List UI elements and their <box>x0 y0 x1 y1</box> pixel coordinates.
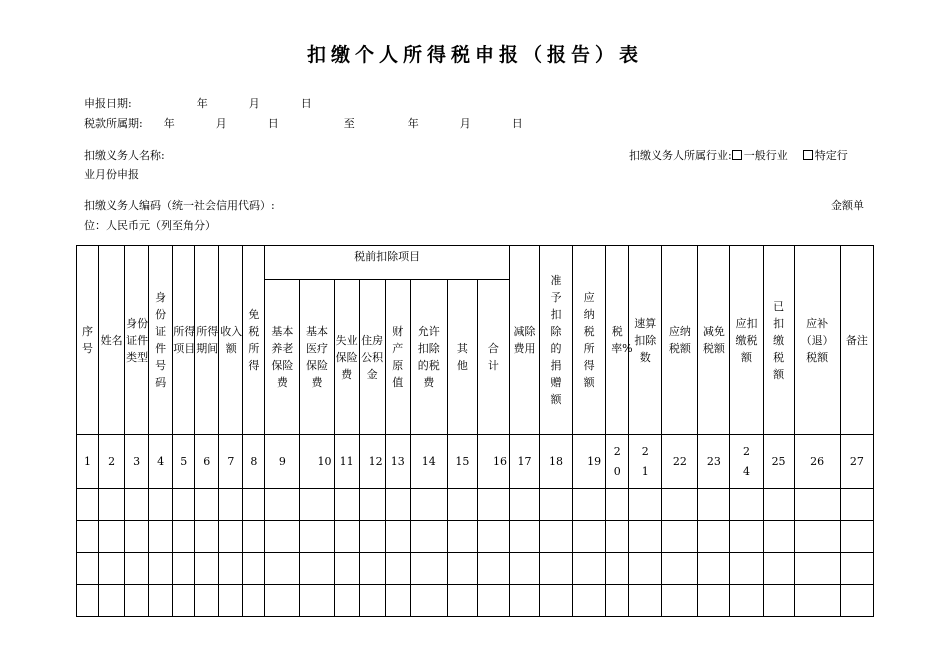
data-cell[interactable] <box>509 521 539 553</box>
col-number: 23 <box>698 435 730 489</box>
col-header: 税率% <box>606 246 629 435</box>
col-header: 其他 <box>447 280 477 435</box>
agent-name-label: 扣缴义务人名称: <box>84 149 165 162</box>
col-header: 应纳税所得额 <box>573 246 606 435</box>
col-header: 允许扣除的税费 <box>410 280 447 435</box>
data-cell[interactable] <box>173 585 195 617</box>
data-cell[interactable] <box>606 585 629 617</box>
data-cell[interactable] <box>573 489 606 521</box>
col-number: 18 <box>540 435 573 489</box>
data-cell[interactable] <box>662 585 698 617</box>
col-number: 15 <box>447 435 477 489</box>
data-cell[interactable] <box>385 521 410 553</box>
period-start-year[interactable]: 年 <box>163 117 175 130</box>
data-cell[interactable] <box>698 553 730 585</box>
data-cell[interactable] <box>477 585 509 617</box>
data-cell[interactable] <box>385 585 410 617</box>
data-cell[interactable] <box>243 489 265 521</box>
col-number: 20 <box>606 435 629 489</box>
data-cell[interactable] <box>359 521 385 553</box>
data-cell[interactable] <box>763 521 794 553</box>
data-cell[interactable] <box>629 521 662 553</box>
data-cell[interactable] <box>573 585 606 617</box>
data-cell[interactable] <box>540 585 573 617</box>
data-cell[interactable] <box>149 489 173 521</box>
data-cell[interactable] <box>195 553 219 585</box>
data-cell[interactable] <box>219 489 243 521</box>
col-number: 22 <box>662 435 698 489</box>
data-cell[interactable] <box>730 521 763 553</box>
data-cell[interactable] <box>99 521 125 553</box>
data-cell[interactable] <box>77 521 99 553</box>
col-number: 5 <box>173 435 195 489</box>
report-date-year[interactable]: 年 <box>196 97 208 110</box>
data-cell[interactable] <box>99 585 125 617</box>
data-cell[interactable] <box>243 521 265 553</box>
deduction-group-header: 税前扣除项目 <box>265 246 510 280</box>
data-cell[interactable] <box>410 553 447 585</box>
col-header: 减除费用 <box>509 246 539 435</box>
col-header: 姓名 <box>99 246 125 435</box>
period-start-day[interactable]: 日 <box>267 117 279 130</box>
data-cell[interactable] <box>125 521 149 553</box>
col-number: 1 <box>77 435 99 489</box>
form-title: 扣缴个人所得税申报（报告）表 <box>306 44 643 66</box>
data-cell[interactable] <box>540 489 573 521</box>
data-cell[interactable] <box>447 521 477 553</box>
data-cell[interactable] <box>385 489 410 521</box>
data-cell[interactable] <box>359 489 385 521</box>
data-cell[interactable] <box>447 585 477 617</box>
col-number: 3 <box>125 435 149 489</box>
data-cell[interactable] <box>629 553 662 585</box>
col-number: 8 <box>243 435 265 489</box>
data-cell[interactable] <box>219 553 243 585</box>
data-cell[interactable] <box>173 489 195 521</box>
data-row <box>77 489 874 521</box>
data-row <box>77 553 874 585</box>
data-cell[interactable] <box>77 489 99 521</box>
period-start-month[interactable]: 月 <box>215 117 227 130</box>
data-cell[interactable] <box>195 585 219 617</box>
data-cell[interactable] <box>125 585 149 617</box>
data-cell[interactable] <box>195 521 219 553</box>
period-end-year[interactable]: 年 <box>407 117 419 130</box>
data-cell[interactable] <box>794 585 840 617</box>
col-header: 基本医疗保险费 <box>300 280 334 435</box>
general-industry-checkbox[interactable] <box>732 150 742 160</box>
data-cell[interactable] <box>265 489 300 521</box>
col-number: 9 <box>265 435 300 489</box>
col-number: 13 <box>385 435 410 489</box>
data-cell[interactable] <box>359 553 385 585</box>
data-cell[interactable] <box>173 553 195 585</box>
data-cell[interactable] <box>629 585 662 617</box>
data-cell[interactable] <box>540 521 573 553</box>
data-cell[interactable] <box>840 585 873 617</box>
data-cell[interactable] <box>99 553 125 585</box>
col-number: 6 <box>195 435 219 489</box>
data-cell[interactable] <box>359 585 385 617</box>
amount-unit-label: 金额单 <box>831 199 864 212</box>
data-cell[interactable] <box>763 553 794 585</box>
tax-period-row <box>84 115 523 131</box>
tax-period-label: 税款所属期: <box>84 117 143 130</box>
data-cell[interactable] <box>794 489 840 521</box>
data-cell[interactable] <box>447 553 477 585</box>
data-cell[interactable] <box>149 585 173 617</box>
col-header: 应扣缴税额 <box>730 246 763 435</box>
data-cell[interactable] <box>195 489 219 521</box>
data-cell[interactable] <box>540 553 573 585</box>
data-cell[interactable] <box>763 585 794 617</box>
col-header: 已扣缴税额 <box>763 246 794 435</box>
data-cell[interactable] <box>265 585 300 617</box>
data-cell[interactable] <box>662 553 698 585</box>
data-cell[interactable] <box>509 489 539 521</box>
col-number: 7 <box>219 435 243 489</box>
data-cell[interactable] <box>447 489 477 521</box>
col-number: 4 <box>149 435 173 489</box>
data-cell[interactable] <box>265 553 300 585</box>
report-date-month[interactable]: 月 <box>248 97 260 110</box>
data-cell[interactable] <box>698 521 730 553</box>
special-industry-cont: 业月份申报 <box>84 168 139 181</box>
data-cell[interactable] <box>794 521 840 553</box>
report-date-day[interactable]: 日 <box>300 97 312 110</box>
data-cell[interactable] <box>698 585 730 617</box>
data-cell[interactable] <box>794 553 840 585</box>
col-number: 25 <box>763 435 794 489</box>
general-industry-label: 一般行业 <box>743 149 788 162</box>
col-number: 19 <box>573 435 606 489</box>
col-header: 身份证件号码 <box>149 246 173 435</box>
data-cell[interactable] <box>477 489 509 521</box>
data-cell[interactable] <box>149 553 173 585</box>
data-cell[interactable] <box>243 585 265 617</box>
data-cell[interactable] <box>300 585 334 617</box>
data-cell[interactable] <box>763 489 794 521</box>
col-number: 14 <box>410 435 447 489</box>
col-header: 所得期间 <box>195 246 219 435</box>
data-cell[interactable] <box>410 585 447 617</box>
col-number: 26 <box>794 435 840 489</box>
col-header: 应纳税额 <box>662 246 698 435</box>
data-cell[interactable] <box>840 489 873 521</box>
col-number: 2 <box>99 435 125 489</box>
data-cell[interactable] <box>77 553 99 585</box>
data-cell[interactable] <box>606 553 629 585</box>
industry-label: 扣缴义务人所属行业: <box>629 149 732 162</box>
data-cell[interactable] <box>149 521 173 553</box>
data-cell[interactable] <box>410 489 447 521</box>
data-cell[interactable] <box>477 521 509 553</box>
data-cell[interactable] <box>334 521 359 553</box>
data-cell[interactable] <box>730 553 763 585</box>
data-cell[interactable] <box>509 553 539 585</box>
col-header: 所得项目 <box>173 246 195 435</box>
col-header: 住房公积金 <box>359 280 385 435</box>
col-header: 减免税额 <box>698 246 730 435</box>
data-cell[interactable] <box>300 521 334 553</box>
col-number: 27 <box>840 435 873 489</box>
data-cell[interactable] <box>662 521 698 553</box>
data-cell[interactable] <box>219 521 243 553</box>
col-header: 备注 <box>840 246 873 435</box>
col-header: 基本养老保险费 <box>265 280 300 435</box>
data-cell[interactable] <box>662 489 698 521</box>
data-cell[interactable] <box>840 521 873 553</box>
period-end-day[interactable]: 日 <box>511 117 523 130</box>
col-header: 财产原值 <box>385 280 410 435</box>
col-header: 序号 <box>77 246 99 435</box>
data-cell[interactable] <box>573 521 606 553</box>
col-header: 准予扣除的捐赠额 <box>540 246 573 435</box>
col-number: 17 <box>509 435 539 489</box>
col-header: 应补（退）税额 <box>794 246 840 435</box>
data-row <box>77 585 874 617</box>
col-header: 身份证件类型 <box>125 246 149 435</box>
col-header: 收入额 <box>219 246 243 435</box>
data-cell[interactable] <box>300 553 334 585</box>
special-industry-checkbox[interactable] <box>803 150 813 160</box>
data-cell[interactable] <box>77 585 99 617</box>
data-cell[interactable] <box>334 553 359 585</box>
agent-code-label: 扣缴义务人编码（统一社会信用代码）: <box>84 199 275 212</box>
report-date-row <box>84 95 312 111</box>
col-number: 16 <box>477 435 509 489</box>
period-to: 至 <box>343 117 355 130</box>
data-cell[interactable] <box>300 489 334 521</box>
data-cell[interactable] <box>477 553 509 585</box>
col-number: 24 <box>730 435 763 489</box>
data-cell[interactable] <box>509 585 539 617</box>
col-header: 速算扣除数 <box>629 246 662 435</box>
amount-unit-cont: 位：人民币元（列至角分） <box>84 219 216 232</box>
col-header: 免税所得 <box>243 246 265 435</box>
col-number: 11 <box>334 435 359 489</box>
data-cell[interactable] <box>410 521 447 553</box>
data-cell[interactable] <box>840 553 873 585</box>
data-cell[interactable] <box>606 521 629 553</box>
col-number: 12 <box>359 435 385 489</box>
data-cell[interactable] <box>265 521 300 553</box>
data-cell[interactable] <box>173 521 195 553</box>
data-cell[interactable] <box>125 489 149 521</box>
data-row <box>77 521 874 553</box>
data-cell[interactable] <box>606 489 629 521</box>
col-number: 10 <box>300 435 334 489</box>
data-cell[interactable] <box>243 553 265 585</box>
data-cell[interactable] <box>629 489 662 521</box>
industry-row <box>629 147 848 163</box>
data-cell[interactable] <box>385 553 410 585</box>
report-date-label: 申报日期: <box>84 97 132 110</box>
column-number-row <box>77 435 874 489</box>
data-cell[interactable] <box>334 489 359 521</box>
col-number: 21 <box>629 435 662 489</box>
data-cell[interactable] <box>730 489 763 521</box>
data-cell[interactable] <box>334 585 359 617</box>
special-industry-label: 特定行 <box>814 149 848 162</box>
period-end-month[interactable]: 月 <box>459 117 471 130</box>
data-cell[interactable] <box>730 585 763 617</box>
col-header: 合计 <box>477 280 509 435</box>
data-cell[interactable] <box>698 489 730 521</box>
col-header: 失业保险费 <box>334 280 359 435</box>
data-cell[interactable] <box>125 553 149 585</box>
declaration-table <box>76 245 874 617</box>
data-cell[interactable] <box>219 585 243 617</box>
data-cell[interactable] <box>99 489 125 521</box>
data-cell[interactable] <box>573 553 606 585</box>
